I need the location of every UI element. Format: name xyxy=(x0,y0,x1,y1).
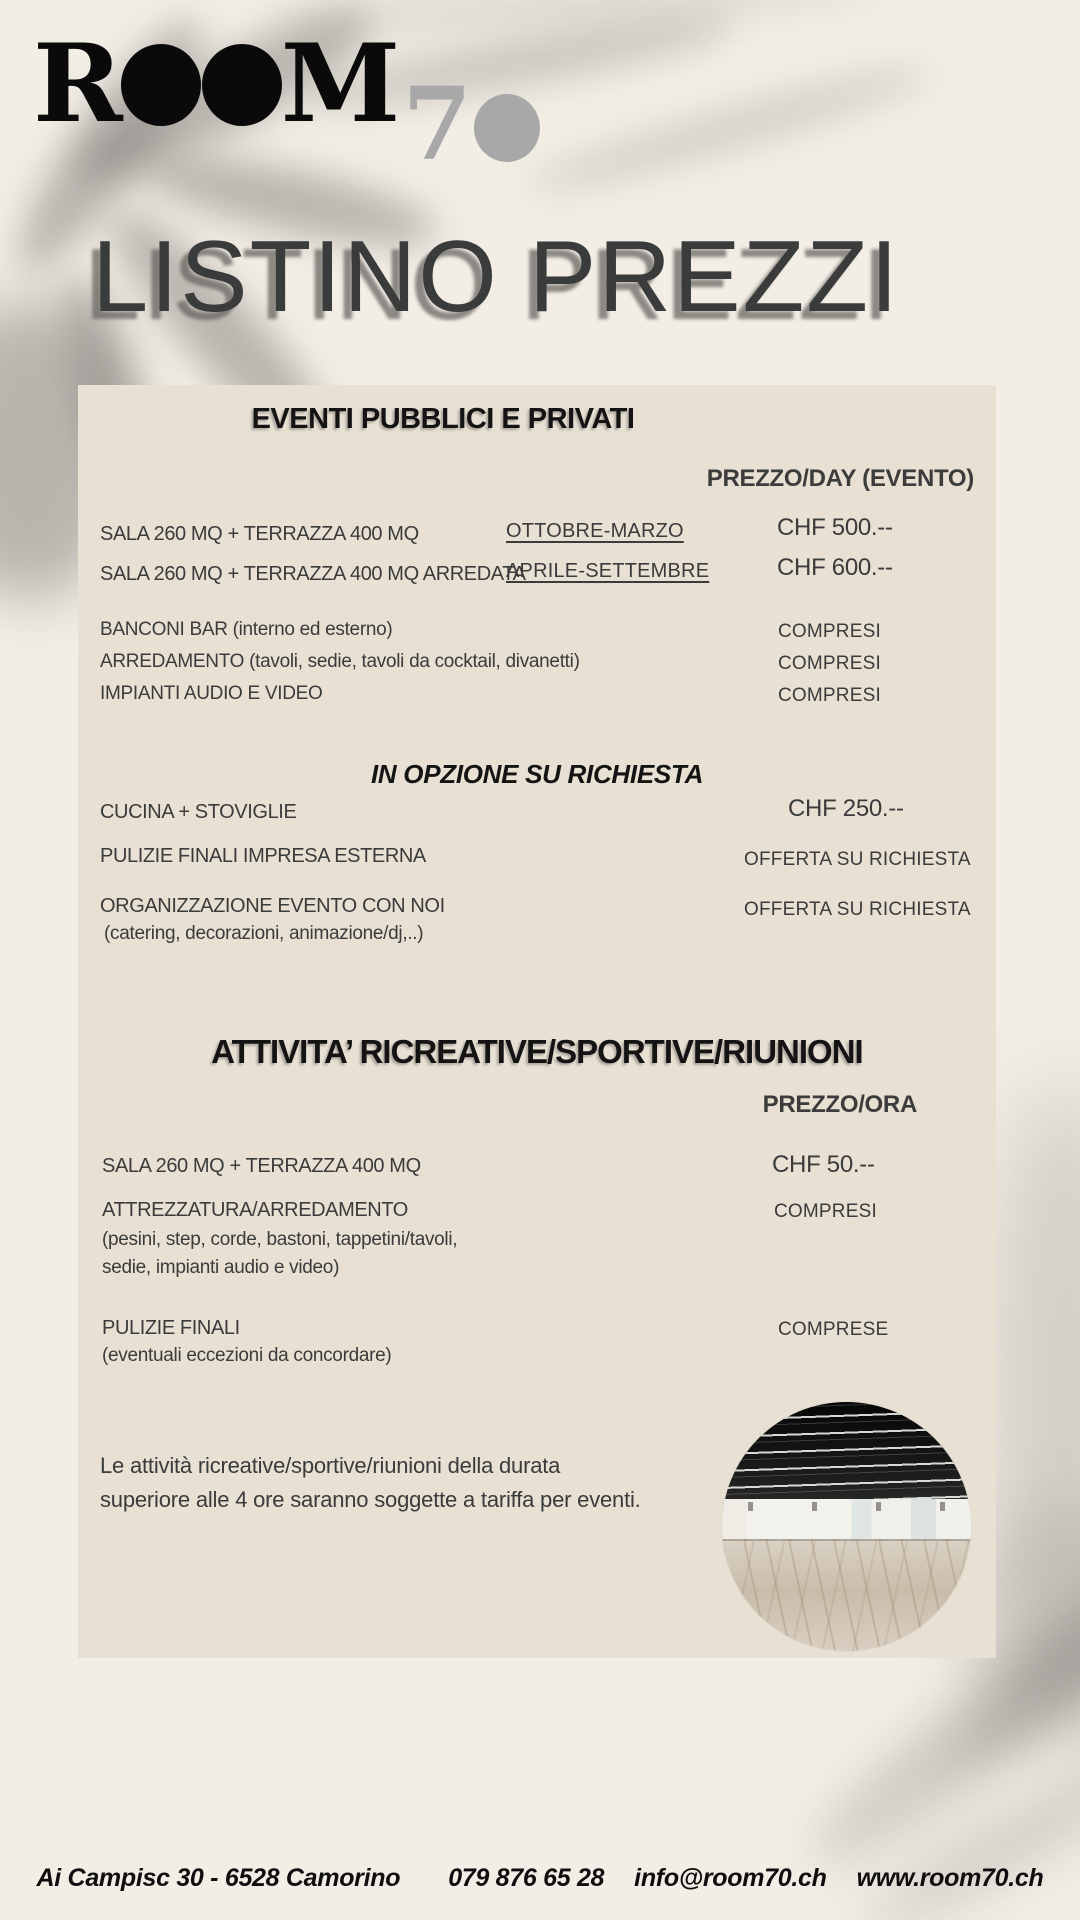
row-item: ATTREZZATURA/ARREDAMENTO xyxy=(102,1199,408,1221)
row-item: BANCONI BAR (interno ed esterno) xyxy=(100,619,393,640)
activities-price-column-header: PREZZO/ORA xyxy=(762,1091,917,1118)
row-item: SALA 260 MQ + TERRAZZA 400 MQ ARREDATA xyxy=(100,563,526,585)
row-value: OFFERTA SU RICHIESTA xyxy=(744,849,971,870)
duration-note xyxy=(100,1449,641,1517)
row-item-detail: (catering, decorazioni, animazione/dj,..) xyxy=(104,923,424,944)
row-item: ARREDAMENTO (tavoli, sedie, tavoli da cocktail, divanetti) xyxy=(100,651,580,672)
logo-o-circle xyxy=(121,44,201,126)
row-price: CHF 500.-- xyxy=(777,514,893,541)
logo-digit-7: 7 xyxy=(402,65,472,183)
row-value: COMPRESI xyxy=(778,685,881,706)
options-heading: IN OPZIONE SU RICHIESTA xyxy=(370,759,704,789)
venue-photo xyxy=(722,1402,971,1651)
row-value: COMPRESI xyxy=(774,1201,877,1222)
footer-email: info@room70.ch xyxy=(634,1864,827,1892)
logo-o-circle xyxy=(202,44,282,126)
price-card xyxy=(78,385,996,1658)
logo-letter-r: R xyxy=(33,21,119,147)
row-value: COMPRESE xyxy=(778,1319,889,1340)
row-item: IMPIANTI AUDIO E VIDEO xyxy=(100,683,323,704)
row-price: CHF 600.-- xyxy=(777,554,893,581)
room70-logo xyxy=(33,21,540,183)
row-item: SALA 260 MQ + TERRAZZA 400 MQ xyxy=(100,523,419,545)
photo-wall-decor xyxy=(722,1502,971,1511)
duration-note-line1: Le attività ricreative/sportive/riunioni della durata xyxy=(100,1453,561,1478)
row-period: OTTOBRE-MARZO xyxy=(506,520,684,542)
footer-website: www.room70.ch xyxy=(856,1864,1044,1892)
row-value: COMPRESI xyxy=(778,653,881,674)
row-item-detail: sedie, impianti audio e video) xyxy=(102,1257,340,1278)
row-item: SALA 260 MQ + TERRAZZA 400 MQ xyxy=(102,1155,421,1177)
activities-section-heading: ATTIVITA’ RICREATIVE/SPORTIVE/RIUNIONI xyxy=(211,1033,863,1070)
row-item-detail: (pesini, step, corde, bastoni, tappetini/tavoli, xyxy=(102,1229,458,1250)
row-value: OFFERTA SU RICHIESTA xyxy=(744,899,971,920)
events-section-heading: EVENTI PUBBLICI E PRIVATI xyxy=(251,403,635,435)
events-price-column-header: PREZZO/DAY (EVENTO) xyxy=(706,465,974,492)
photo-ceiling xyxy=(722,1402,971,1499)
row-value: COMPRESI xyxy=(778,621,881,642)
row-item-detail: (eventuali eccezioni da concordare) xyxy=(102,1345,392,1366)
row-item: PULIZIE FINALI IMPRESA ESTERNA xyxy=(100,845,426,867)
page-title: LISTINO PREZZI xyxy=(92,221,901,333)
row-period: APRILE-SETTEMBRE xyxy=(506,560,710,582)
row-item: CUCINA + STOVIGLIE xyxy=(100,801,297,823)
logo-70 xyxy=(402,65,540,183)
photo-floor xyxy=(722,1539,971,1651)
logo-zero-circle xyxy=(474,94,540,162)
footer xyxy=(0,1864,1080,1893)
footer-phone: 079 876 65 28 xyxy=(448,1864,605,1892)
duration-note-line2: superiore alle 4 ore saranno soggette a tariffa per eventi. xyxy=(100,1487,641,1512)
logo-letter-m: M xyxy=(280,21,397,147)
row-item: ORGANIZZAZIONE EVENTO CON NOI xyxy=(100,895,445,917)
footer-address: Ai Campisc 30 - 6528 Camorino xyxy=(36,1864,401,1892)
leaf-shadow xyxy=(523,53,937,205)
row-price: CHF 50.-- xyxy=(772,1151,875,1178)
row-item: PULIZIE FINALI xyxy=(102,1317,240,1339)
leaf-shadow xyxy=(990,1080,1080,1700)
row-price: CHF 250.-- xyxy=(788,795,904,822)
